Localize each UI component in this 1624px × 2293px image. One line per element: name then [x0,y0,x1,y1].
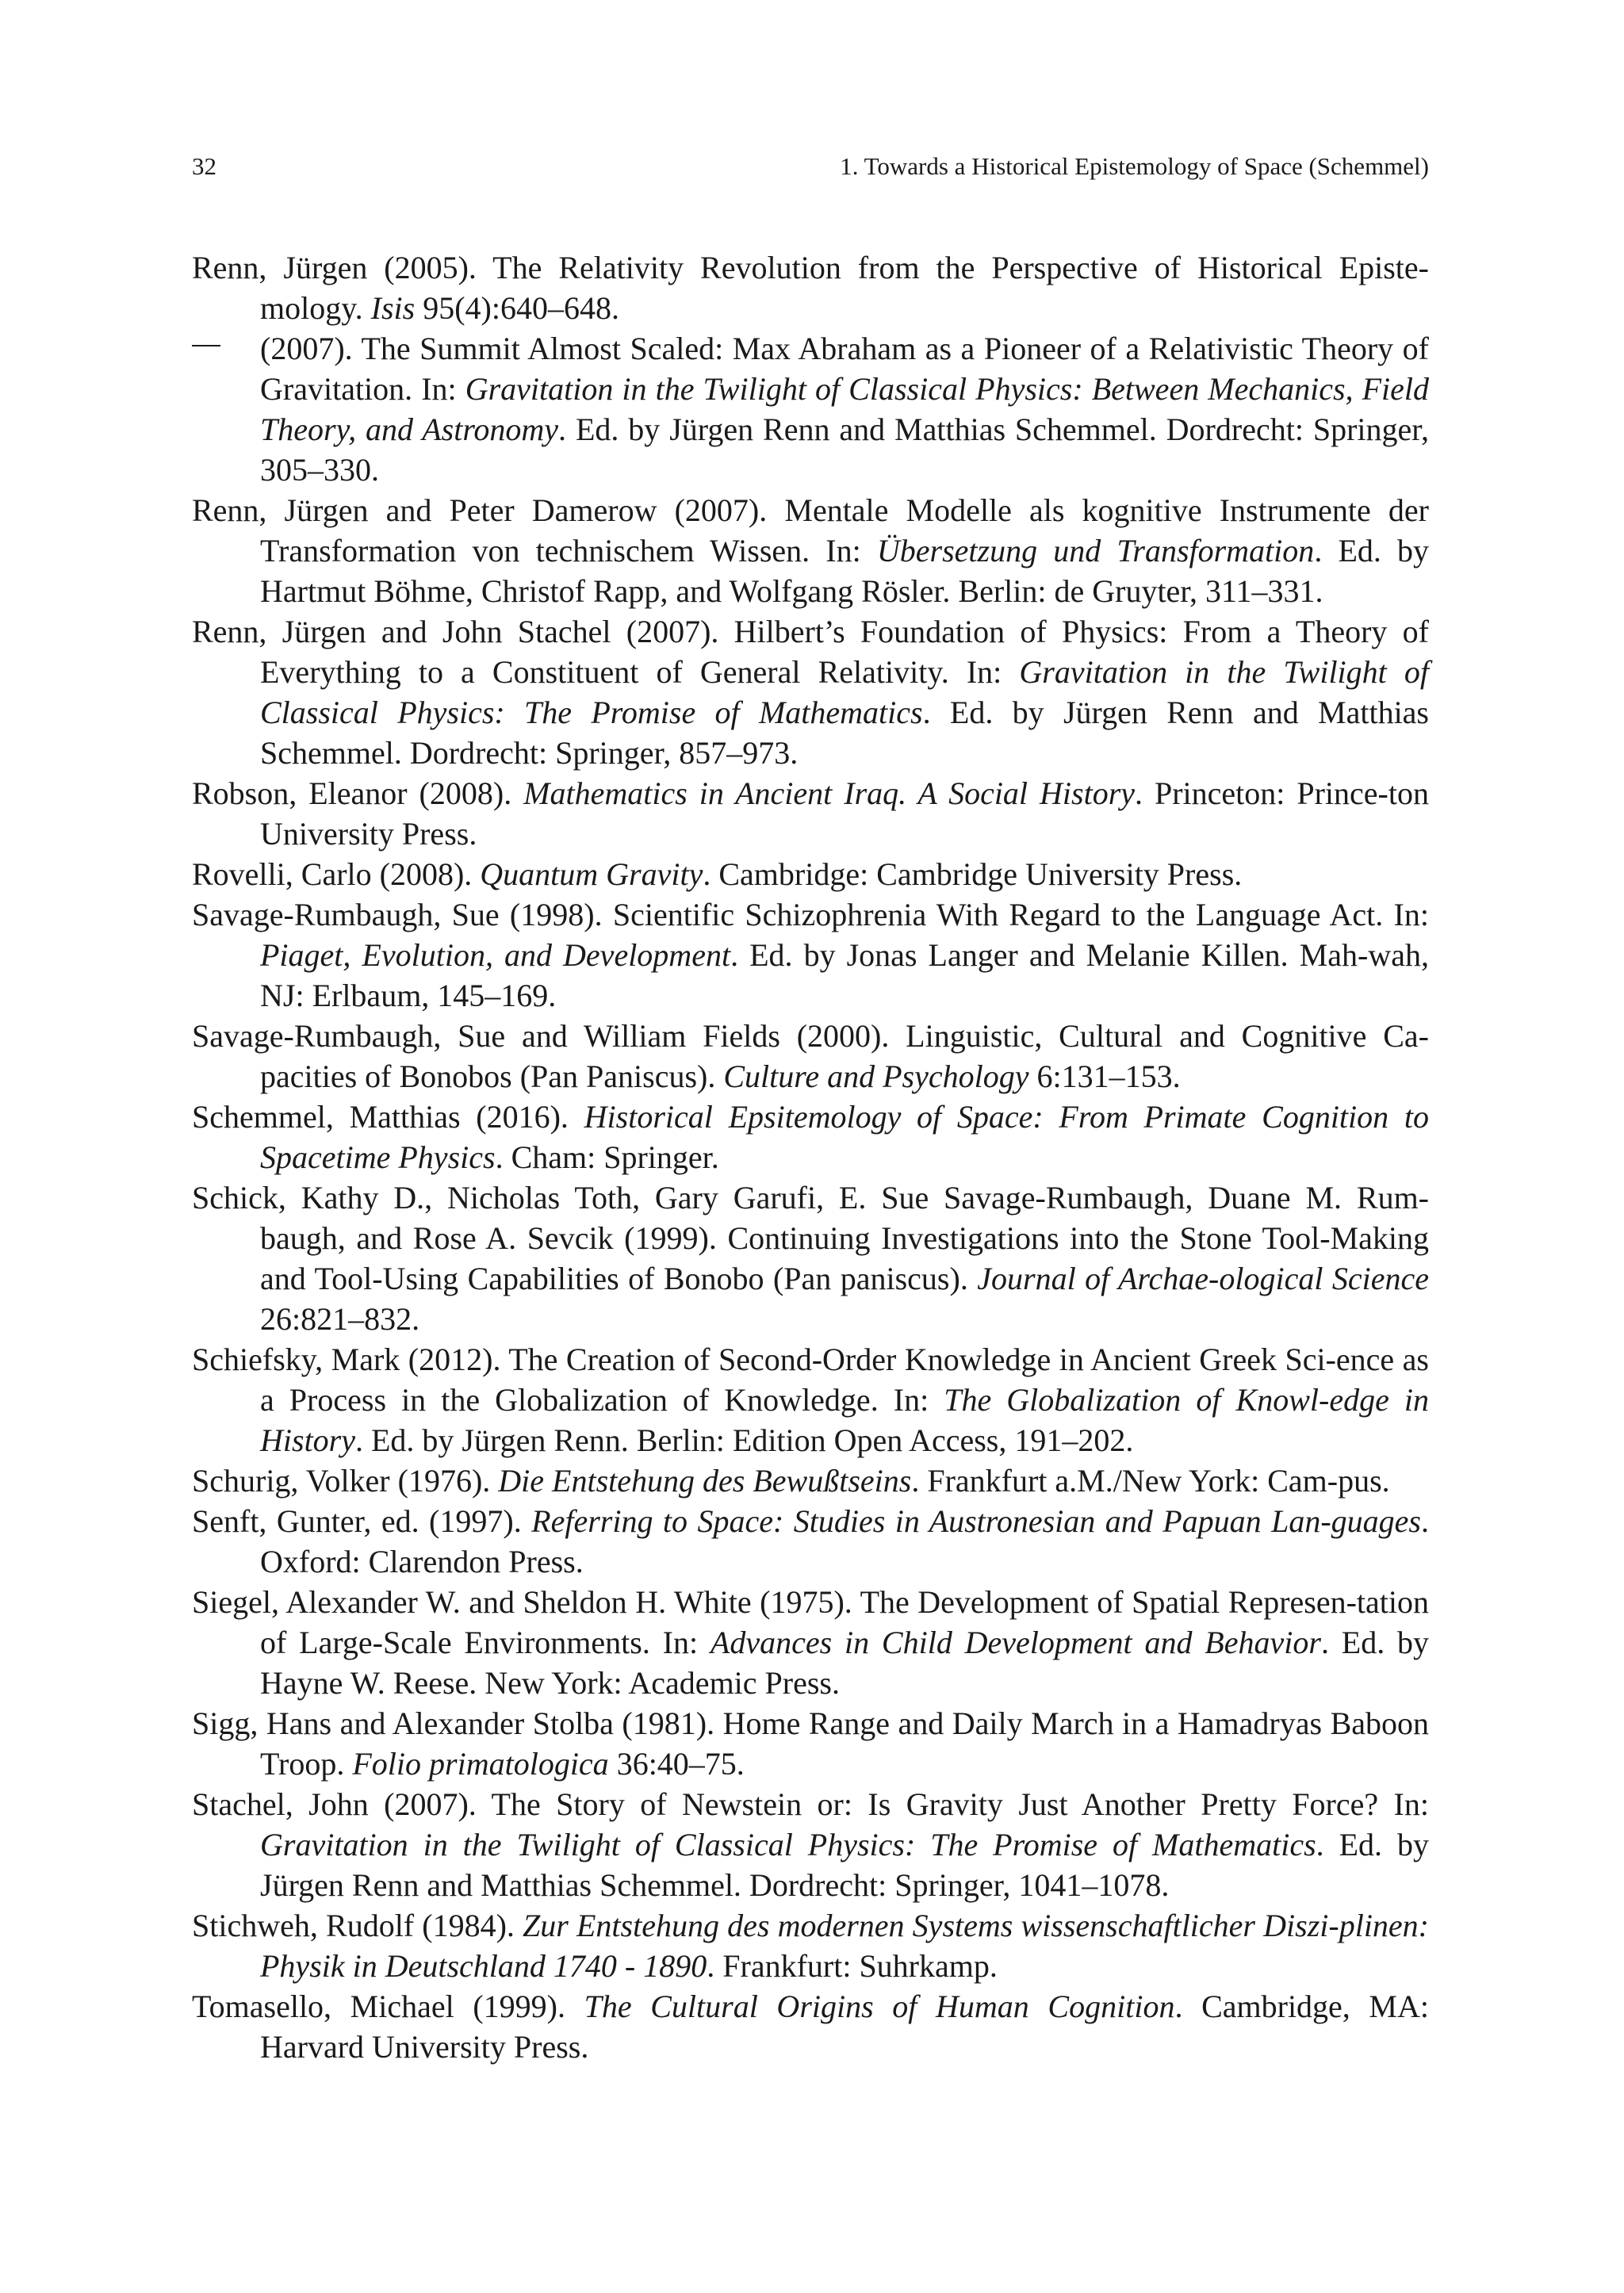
same-author-dash [192,328,260,369]
reference-entry: Siegel, Alexander W. and Sheldon H. White (1975). The Development of Spatial Represen-tation of Large-Scale Environments. In: Advances in Child Development and Behavior. Ed. by Hayne W. Reese. New York: Academic Press. [192,1584,1430,1701]
reference-entry: Sigg, Hans and Alexander Stolba (1981). Home Range and Daily March in a Hamadryas Baboon Troop. Folio primatologica 36:40–75. [192,1705,1429,1782]
reference-entry: Schick, Kathy D., Nicholas Toth, Gary Garufi, E. Sue Savage-Rumbaugh, Duane M. Rum-baugh, and Rose A. Sevcik (1999). Continuing Investigations into the Stone Tool-Making and Tool-Using Capabilities of Bonobo (Pan paniscus). Journal of Archae-ological Science 26:821–832. [192,1180,1430,1337]
reference-entry: Schiefsky, Mark (2012). The Creation of Second-Order Knowledge in Ancient Greek Sci-ence as a Process in the Globalization of Knowledge. In: The Globalization of Knowl-edge in History. Ed. by Jürgen Renn. Berlin: Edition Open Access, 191–202. [192,1342,1429,1458]
reference-entry-same-author: (2007). The Summit Almost Scaled: Max Abraham as a Pioneer of a Relativistic Theory of Gravitation. In: Gravitation in the Twilight of Classical Physics: Between Mechanics, Field Theory, and Astronomy. Ed. by Jürgen Renn and Matthias Schemmel. Dordrecht: Springer, 305–330. [192,328,1429,490]
reference-entry: Renn, Jürgen (2005). The Relativity Revolution from the Perspective of Historical Episte-mology. Isis 95(4):640–648. [192,250,1429,326]
dash-mark [192,345,220,346]
reference-entry: Schurig, Volker (1976). Die Entstehung des Bewußtseins. Frankfurt a.M./New York: Cam-pus. [192,1463,1390,1499]
reference-entry: Stachel, John (2007). The Story of Newstein or: Is Gravity Just Another Pretty Force? In: Gravitation in the Twilight of Classical Physics: The Promise of Mathematics. Ed. by Jürgen Renn and Matthias Schemmel. Dordrecht: Springer, 1041–1078. [192,1786,1429,1903]
reference-entry: Schemmel, Matthias (2016). Historical Epsitemology of Space: From Primate Cognition to Spacetime Physics. Cham: Springer. [192,1099,1429,1175]
reference-entry: Savage-Rumbaugh, Sue (1998). Scientific Schizophrenia With Regard to the Language Act. In: Piaget, Evolution, and Development. Ed. by Jonas Langer and Melanie Killen. Mah-wah, NJ: Erlbaum, 145–169. [192,897,1429,1013]
reference-entry: Savage-Rumbaugh, Sue and William Fields (2000). Linguistic, Cultural and Cognitive Ca-pacities of Bonobos (Pan Paniscus). Culture and Psychology 6:131–153. [192,1018,1429,1094]
reference-entry: Robson, Eleanor (2008). Mathematics in Ancient Iraq. A Social History. Princeton: Prince-ton University Press. [192,775,1429,852]
reference-entry: Stichweh, Rudolf (1984). Zur Entstehung des modernen Systems wissenschaftlicher Diszi-plinen: Physik in Deutschland 1740 - 1890. Frankfurt: Suhrkamp. [192,1908,1429,1984]
reference-entry: Renn, Jürgen and Peter Damerow (2007). Mentale Modelle als kognitive Instrumente der Transformation von technischem Wissen. In: Übersetzung und Transformation. Ed. by Hartmut Böhme, Christof Rapp, and Wolfgang Rösler. Berlin: de Gruyter, 311–331. [192,492,1430,609]
chapter-title: 1. Towards a Historical Epistemology of Space (Schemmel) [840,152,1429,180]
reference-entry: Rovelli, Carlo (2008). Quantum Gravity. Cambridge: Cambridge University Press. [192,856,1243,892]
reference-entry: Renn, Jürgen and John Stachel (2007). Hilbert’s Foundation of Physics: From a Theory of Everything to a Constituent of General Relativity. In: Gravitation in the Twilight of Classical Physics: The Promise of Mathematics. Ed. by Jürgen Renn and Matthias Schemmel. Dordrecht: Springer, 857–973. [192,614,1429,771]
page-number: 32 [192,152,216,180]
reference-entry: Senft, Gunter, ed. (1997). Referring to Space: Studies in Austronesian and Papuan Lan-guages. Oxford: Clarendon Press. [192,1503,1429,1579]
running-head [192,151,1429,182]
reference-entry: Tomasello, Michael (1999). The Cultural Origins of Human Cognition. Cambridge, MA: Harvard University Press. [192,1989,1429,2065]
reference-list [192,247,1429,2067]
